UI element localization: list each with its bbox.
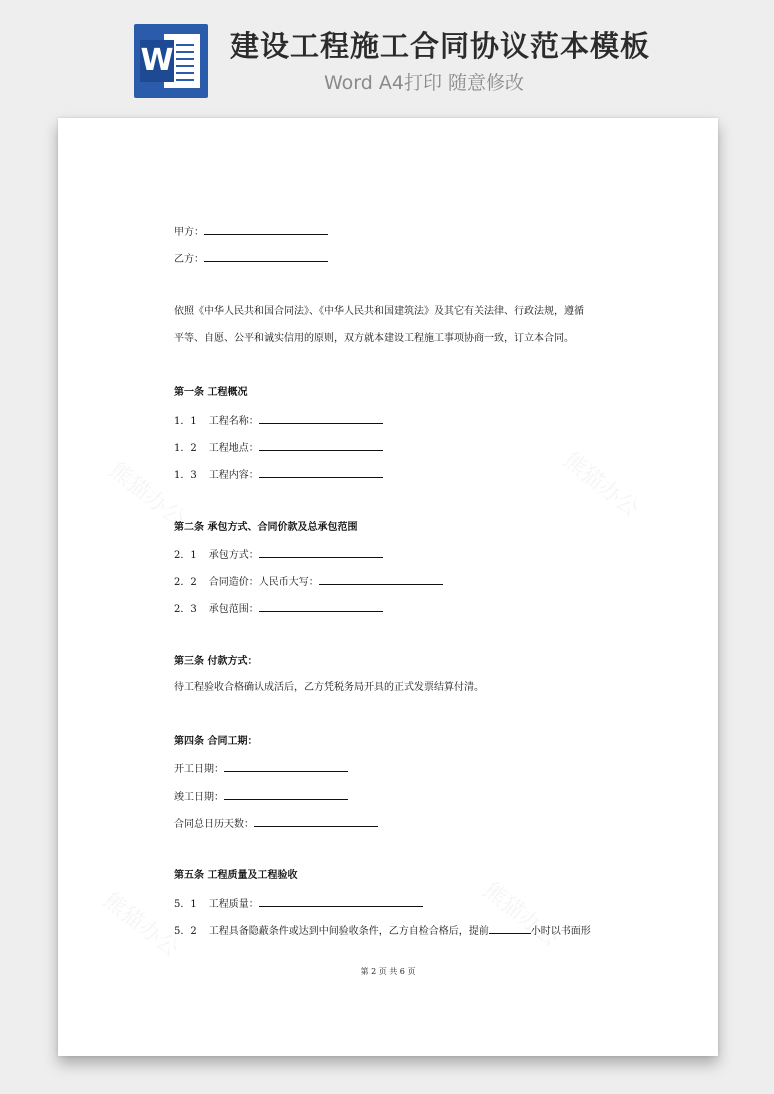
clause-number: 1．3 (174, 470, 197, 481)
clause-number: 1．2 (174, 443, 197, 454)
article-4-title: 第四条 合同工期： (174, 736, 258, 747)
contract-price-field[interactable] (319, 574, 443, 585)
clause-label: 工程内容： (208, 470, 259, 481)
article-2-title: 第二条 承包方式、合同价款及总承包范围 (174, 522, 358, 533)
article-1-title: 第一条 工程概况 (174, 387, 248, 398)
header (0, 0, 774, 110)
document-page (58, 118, 718, 1056)
start-date-field[interactable] (224, 761, 348, 772)
word-logo-letter: W (140, 40, 174, 82)
clause-number: 2．3 (174, 604, 197, 615)
clause-label: 竣工日期： (174, 792, 224, 803)
party-a-label: 甲方： (174, 227, 204, 238)
clause-number: 2．2 (174, 577, 197, 588)
article-2-1 (174, 547, 383, 563)
clause-label: 开工日期： (174, 764, 224, 775)
end-date-field[interactable] (224, 789, 348, 800)
clause-number: 2．1 (174, 550, 197, 561)
article-1-2 (174, 440, 383, 456)
clause-number: 1．1 (174, 416, 197, 427)
clause-label: 承包方式： (208, 550, 259, 561)
page-subtitle: Word A4打印 随意修改 (324, 72, 525, 94)
clause-label: 承包范围： (208, 604, 259, 615)
start-date-line (174, 761, 348, 777)
party-a-line (174, 224, 328, 240)
watermark (98, 884, 186, 963)
party-b-line (174, 251, 328, 267)
page-number: 第 2 页 共 6 页 (360, 967, 416, 976)
preamble-line-2: 平等、自愿、公平和诚实信用的原则，双方就本建设工程施工事项协商一致，订立本合同。 (174, 333, 574, 344)
party-a-field[interactable] (204, 224, 328, 235)
clause-number: 5．1 (174, 899, 197, 910)
article-5-1 (174, 896, 423, 912)
article-5-2 (174, 923, 591, 939)
hours-field[interactable] (489, 923, 531, 934)
party-b-field[interactable] (204, 251, 328, 262)
article-1-3 (174, 467, 383, 483)
article-1-1 (174, 413, 383, 429)
watermark (558, 444, 646, 523)
clause-label: 合同总日历天数： (174, 819, 254, 830)
clause-text: 工程具备隐蔽条件或达到中间验收条件，乙方自检合格后，提前 (208, 926, 489, 937)
contract-method-field[interactable] (259, 547, 383, 558)
article-3-text: 待工程验收合格确认成活后，乙方凭税务局开具的正式发票结算付清。 (174, 682, 484, 693)
watermark (478, 874, 566, 953)
end-date-line (174, 789, 348, 805)
total-days-line (174, 816, 378, 832)
project-location-field[interactable] (259, 440, 383, 451)
clause-label: 工程名称： (208, 416, 259, 427)
quality-field[interactable] (259, 896, 423, 907)
article-5-title: 第五条 工程质量及工程验收 (174, 870, 298, 881)
party-b-label: 乙方： (174, 254, 204, 265)
clause-number: 5．2 (174, 926, 197, 937)
project-content-field[interactable] (259, 467, 383, 478)
contract-scope-field[interactable] (259, 601, 383, 612)
article-2-3 (174, 601, 383, 617)
word-document-icon (134, 24, 208, 98)
project-name-field[interactable] (259, 413, 383, 424)
page-title: 建设工程施工合同协议范本模板 (230, 29, 651, 63)
article-2-2 (174, 574, 443, 590)
clause-label: 工程地点： (208, 443, 259, 454)
total-days-field[interactable] (254, 816, 378, 827)
preamble-line-1: 依照《中华人民共和国合同法》、《中华人民共和国建筑法》及其它有关法律、行政法规，遵循 (174, 306, 584, 317)
clause-label: 合同造价：人民币大写： (208, 577, 319, 588)
article-3-title: 第三条 付款方式： (174, 656, 258, 667)
clause-text: 小时以书面形 (530, 926, 591, 937)
clause-label: 工程质量： (208, 899, 259, 910)
